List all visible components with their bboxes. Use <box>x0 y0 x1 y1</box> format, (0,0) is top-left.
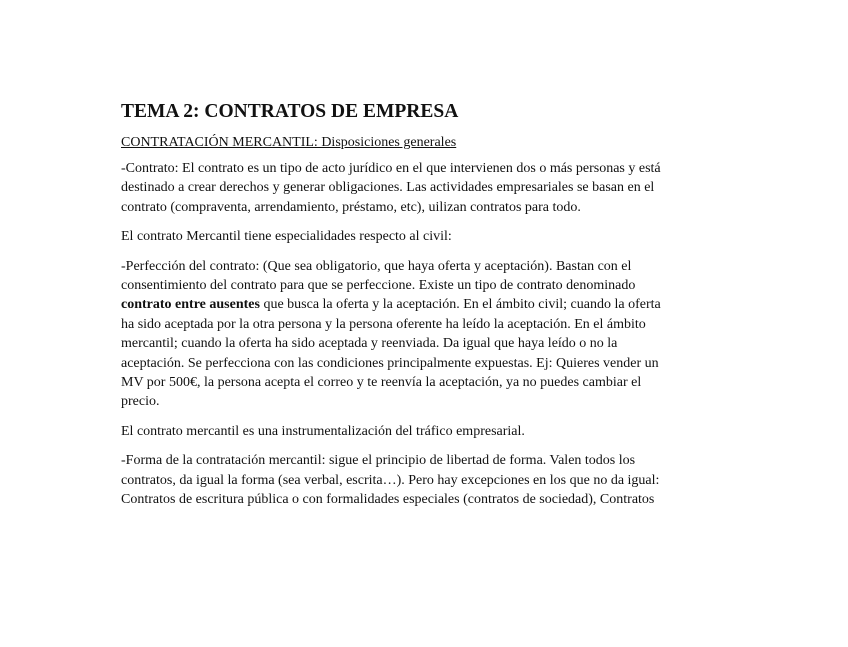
text-line <box>121 295 731 314</box>
paragraph-instrumentalizacion <box>121 422 731 441</box>
text-line: El contrato mercantil es una instrumentalización del tráfico empresarial. <box>121 423 525 439</box>
paragraph-perfeccion <box>121 257 731 412</box>
paragraph-especialidades <box>121 227 731 246</box>
section-heading: CONTRATACIÓN MERCANTIL: Disposiciones generales <box>121 135 457 150</box>
text-line: mercantil; cuando la oferta ha sido aceptada y reenviada. Da igual que haya leído o no la <box>121 336 618 352</box>
text-line: consentimiento del contrato para que se perfeccione. Existe un tipo de contrato denominado <box>121 278 636 294</box>
bold-term: contrato entre ausentes <box>121 297 260 313</box>
text-line: ha sido aceptada por la otra persona y la persona oferente ha leído la aceptación. En el ámbito <box>121 316 646 332</box>
text-line: -Forma de la contratación mercantil: sigue el principio de libertad de forma. Valen todos los <box>121 453 636 469</box>
text-line: precio. <box>121 394 160 410</box>
text-line: Contratos de escritura pública o con formalidades especiales (contratos de sociedad), Contratos <box>121 492 655 508</box>
text-line: destinado a crear derechos y generar obligaciones. Las actividades empresariales se basan en el <box>121 180 655 196</box>
text-line: -Perfección del contrato: (Que sea obligatorio, que haya oferta y aceptación). Bastan con el <box>121 258 632 274</box>
page-title: TEMA 2: CONTRATOS DE EMPRESA <box>121 101 459 122</box>
document-page <box>121 100 731 520</box>
text-line: contratos, da igual la forma (sea verbal, escrita…). Pero hay excepciones en los que no da igual: <box>121 472 660 488</box>
text-line: El contrato Mercantil tiene especialidades respecto al civil: <box>121 229 452 245</box>
text-span: que busca la oferta y la aceptación. En el ámbito civil; cuando la oferta <box>259 297 661 313</box>
text-line: aceptación. Se perfecciona con las condiciones principalmente expuestas. Ej: Quieres vender un <box>121 355 659 371</box>
paragraph-forma <box>121 451 731 509</box>
text-line: -Contrato: El contrato es un tipo de acto jurídico en el que intervienen dos o más personas y está <box>121 161 661 176</box>
text-line: contrato (compraventa, arrendamiento, préstamo, etc), uilizan contratos para todo. <box>121 199 581 215</box>
text-line: MV por 500€, la persona acepta el correo y te reenvía la aceptación, ya no puedes cambiar el <box>121 375 642 391</box>
paragraph-contrato <box>121 159 731 217</box>
